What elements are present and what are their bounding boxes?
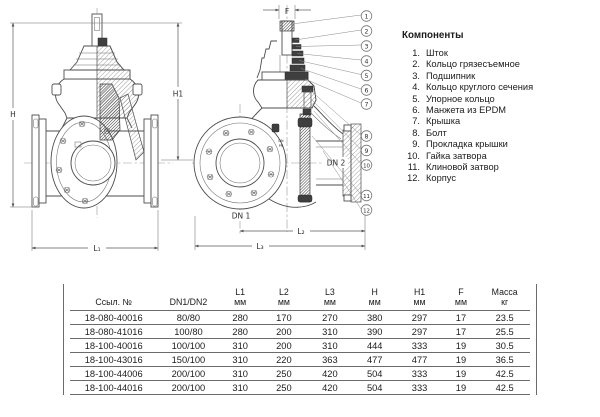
callout-8 [361,131,372,142]
table-row [70,339,530,353]
table-cell: 150/100 [157,353,219,367]
dim-label-h1: H1 [172,89,184,99]
callout-9 [361,145,372,156]
component-label: Гайка затвора [426,150,487,161]
component-number: 9. [412,139,420,150]
table-row [70,311,530,325]
left-valve-drawing [24,8,173,218]
table-cell: 310 [219,381,260,395]
table-cell: 390 [353,325,397,339]
components-list [402,48,587,185]
table-cell: 19 [443,353,480,367]
table-cell: 19 [443,367,480,381]
table-cell: 310 [219,353,260,367]
table-cell: 310 [307,339,353,353]
table-row [70,381,530,395]
component-item [402,82,587,93]
component-number: 7. [412,116,420,127]
table-cell: 280 [219,311,260,325]
components-title: Компоненты [402,30,464,41]
dim-label-l3: L₃ [256,242,264,251]
table-cell: 200 [261,325,307,339]
table-cell: 80/80 [157,311,219,325]
table-header-cell: DN1/DN2 [157,284,219,311]
table-cell: 250 [261,381,307,395]
table-cell: 420 [307,381,353,395]
table-cell: 36.5 [479,353,530,367]
callout-5 [361,70,372,81]
table-cell: 23.5 [479,311,530,325]
component-number: 8. [412,127,420,138]
table-cell: 100/80 [157,325,219,339]
table-cell: 270 [307,311,353,325]
table-cell: 477 [397,353,443,367]
table-cell: 504 [353,381,397,395]
dim-label-l2: L₂ [297,227,305,236]
table-cell: 333 [397,367,443,381]
table-cell: 18-100-40016 [70,339,157,353]
svg-text:1: 1 [364,13,369,21]
table-cell: 200/100 [157,381,219,395]
svg-text:2: 2 [364,28,369,36]
components-legend [402,30,587,185]
svg-text:7: 7 [364,101,369,109]
table-cell: 18-100-44006 [70,367,157,381]
svg-text:10: 10 [363,163,370,170]
component-number: 12. [407,173,420,184]
table-row [70,325,530,339]
table-header-cell: L2 мм [261,284,307,311]
component-item [402,139,587,150]
component-label: Крышка [426,116,461,127]
callout-7 [361,99,372,110]
svg-text:11: 11 [363,193,370,200]
component-label: Кольцо круглого сечения [426,82,534,93]
right-valve-drawing [192,5,361,236]
table-header-cell: H мм [353,284,397,311]
table-cell: 280 [219,325,260,339]
table-cell: 19 [443,339,480,353]
table-cell: 363 [307,353,353,367]
table-header-row [70,284,530,311]
table-cell: 42.5 [479,367,530,381]
spec-table [63,284,537,395]
table-header-cell: H1 мм [397,284,443,311]
table-body [70,311,530,395]
component-label: Прокладка крышки [426,139,508,150]
component-number: 11. [407,162,420,173]
component-item [402,105,587,116]
table-cell: 297 [397,311,443,325]
table-header-cell: F мм [443,284,480,311]
table-cell: 504 [353,367,397,381]
svg-text:4: 4 [364,58,369,66]
table-cell: 477 [353,353,397,367]
table-cell: 310 [219,339,260,353]
table-header-cell: Ссыл. № [70,284,157,311]
callout-4 [361,56,372,67]
component-item [402,59,587,70]
table-cell: 250 [261,367,307,381]
table-cell: 297 [397,325,443,339]
callout-1 [361,11,372,22]
table-header-cell: L3 мм [307,284,353,311]
component-number: 1. [412,48,420,58]
table-header-cell: L1 мм [219,284,260,311]
table-cell: 444 [353,339,397,353]
table-cell: 19 [443,381,480,395]
component-number: 5. [412,93,420,104]
component-number: 2. [412,59,420,70]
table-cell: 420 [307,367,353,381]
callout-2 [361,26,372,37]
table-cell: 17 [443,325,480,339]
component-label: Клиновой затвор [426,162,499,173]
component-item [402,128,587,139]
table-row [70,353,530,367]
table-cell: 310 [219,367,260,381]
table-cell: 220 [261,353,307,367]
component-item [402,71,587,82]
dim-label-h: H [10,110,16,119]
table-cell: 25.5 [479,325,530,339]
table-cell: 42.5 [479,381,530,395]
body-marking-dn: DN [278,139,284,143]
component-label: Болт [426,127,447,138]
table-row [70,367,530,381]
dim-label-f: F [284,7,290,16]
component-item [402,94,587,105]
component-item [402,116,587,127]
callout-3 [361,41,372,52]
svg-text:9: 9 [364,147,369,155]
table-cell: 333 [397,339,443,353]
table-cell: 100/100 [157,339,219,353]
table-cell: 200/100 [157,367,219,381]
component-item [402,162,587,173]
table-cell: 310 [307,325,353,339]
component-label: Корпус [426,173,456,184]
component-number: 3. [412,70,420,81]
callout-11 [361,190,372,201]
callout-6 [361,85,372,96]
table-cell: 18-080-40016 [70,311,157,325]
port-label-dn1: DN 1 [231,211,251,221]
svg-text:5: 5 [364,72,369,80]
table-cell: 30.5 [479,339,530,353]
table-cell: 200 [261,339,307,353]
svg-text:8: 8 [364,133,369,141]
component-item [402,48,587,59]
table-cell: 18-100-43016 [70,353,157,367]
component-label: Кольцо грязесъемное [426,59,520,70]
table-cell: 333 [397,381,443,395]
callout-12 [361,205,372,216]
table-header-cell: Масса кг [479,284,530,311]
component-number: 6. [412,105,420,116]
component-number: 10. [407,150,420,161]
callout-10 [361,160,372,171]
component-label: Упорное кольцо [426,93,495,104]
svg-text:6: 6 [364,87,369,95]
table-cell: 170 [261,311,307,325]
component-label: Подшипник [426,70,476,81]
component-label: Шток [426,48,448,58]
body-marking-pn: PN [278,144,284,148]
table-cell: 380 [353,311,397,325]
svg-text:12: 12 [363,208,370,215]
component-item [402,173,587,184]
table-cell: 18-080-41016 [70,325,157,339]
component-number: 4. [412,82,420,93]
dim-label-l1: L₁ [93,244,101,253]
svg-text:3: 3 [364,43,369,51]
port-label-dn2: DN 2 [326,158,346,168]
table-cell: 18-100-44016 [70,381,157,395]
component-label: Манжета из EPDM [426,105,507,116]
table-cell: 17 [443,311,480,325]
component-item [402,151,587,162]
